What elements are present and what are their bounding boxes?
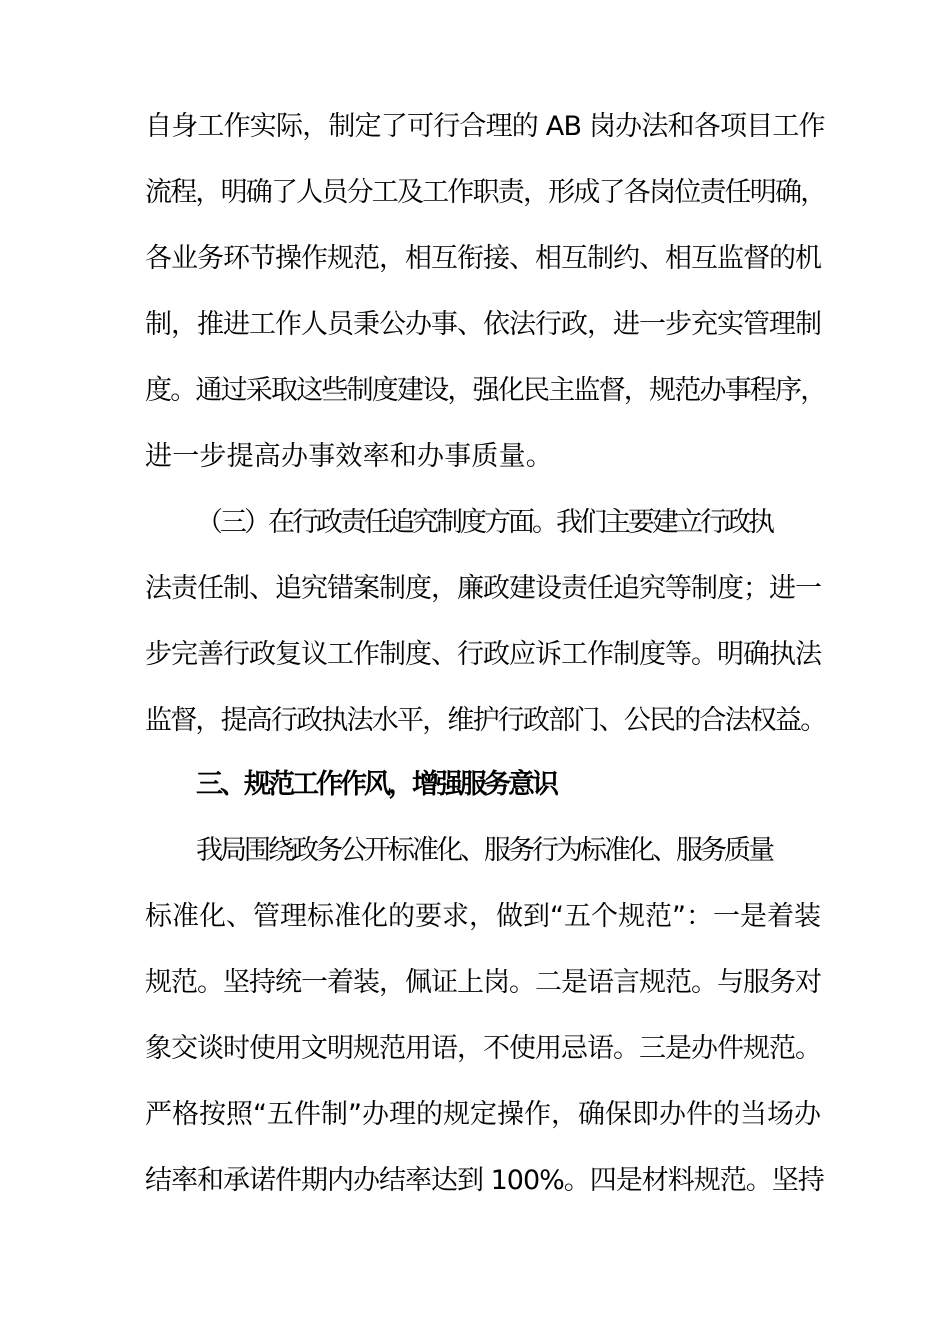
paragraph-2-line-2: 法责任制、追究错案制度，廉政建设责任追究等制度；进一 xyxy=(145,573,821,604)
paragraph-3-line-1: 我局围绕政务公开标准化、服务行为标准化、服务质量 xyxy=(196,835,772,866)
paragraph-2-line-4: 监督，提高行政执法水平，维护行政部门、公民的合法权益。 xyxy=(145,705,826,736)
paragraph-3-line-3: 规范。坚持统一着装，佩证上岗。二是语言规范。与服务对 xyxy=(145,967,821,998)
paragraph-1-line-2: 流程，明确了人员分工及工作职责，形成了各岗位责任明确， xyxy=(145,177,826,208)
paragraph-1-line-4: 制，推进工作人员秉公办事、依法行政，进一步充实管理制 xyxy=(145,309,821,340)
paragraph-1-line-1: 自身工作实际，制定了可行合理的 AB 岗办法和各项目工作 xyxy=(145,111,825,142)
paragraph-3-line-5: 严格按照“五件制”办理的规定操作，确保即办件的当场办 xyxy=(145,1099,821,1130)
paragraph-1-line-5: 度。通过采取这些制度建设，强化民主监督，规范办事程序， xyxy=(145,375,826,406)
paragraph-2-line-3: 步完善行政复议工作制度、行政应诉工作制度等。明确执法 xyxy=(145,639,821,670)
paragraph-3-line-6: 结率和承诺件期内办结率达到 100%。四是材料规范。坚持 xyxy=(145,1165,824,1196)
paragraph-1-line-6: 进一步提高办事效率和办事质量。 xyxy=(145,441,553,472)
paragraph-3-line-4: 象交谈时使用文明规范用语，不使用忌语。三是办件规范。 xyxy=(145,1033,821,1064)
section-heading: 三、规范工作作风，增强服务意识 xyxy=(196,769,556,800)
paragraph-3-line-2: 标准化、管理标准化的要求，做到“五个规范”：一是着装 xyxy=(145,901,821,932)
paragraph-1-line-3: 各业务环节操作规范，相互衔接、相互制约、相互监督的机 xyxy=(145,243,821,274)
paragraph-2-line-1: （三）在行政责任追究制度方面。我们主要建立行政执 xyxy=(196,507,772,538)
